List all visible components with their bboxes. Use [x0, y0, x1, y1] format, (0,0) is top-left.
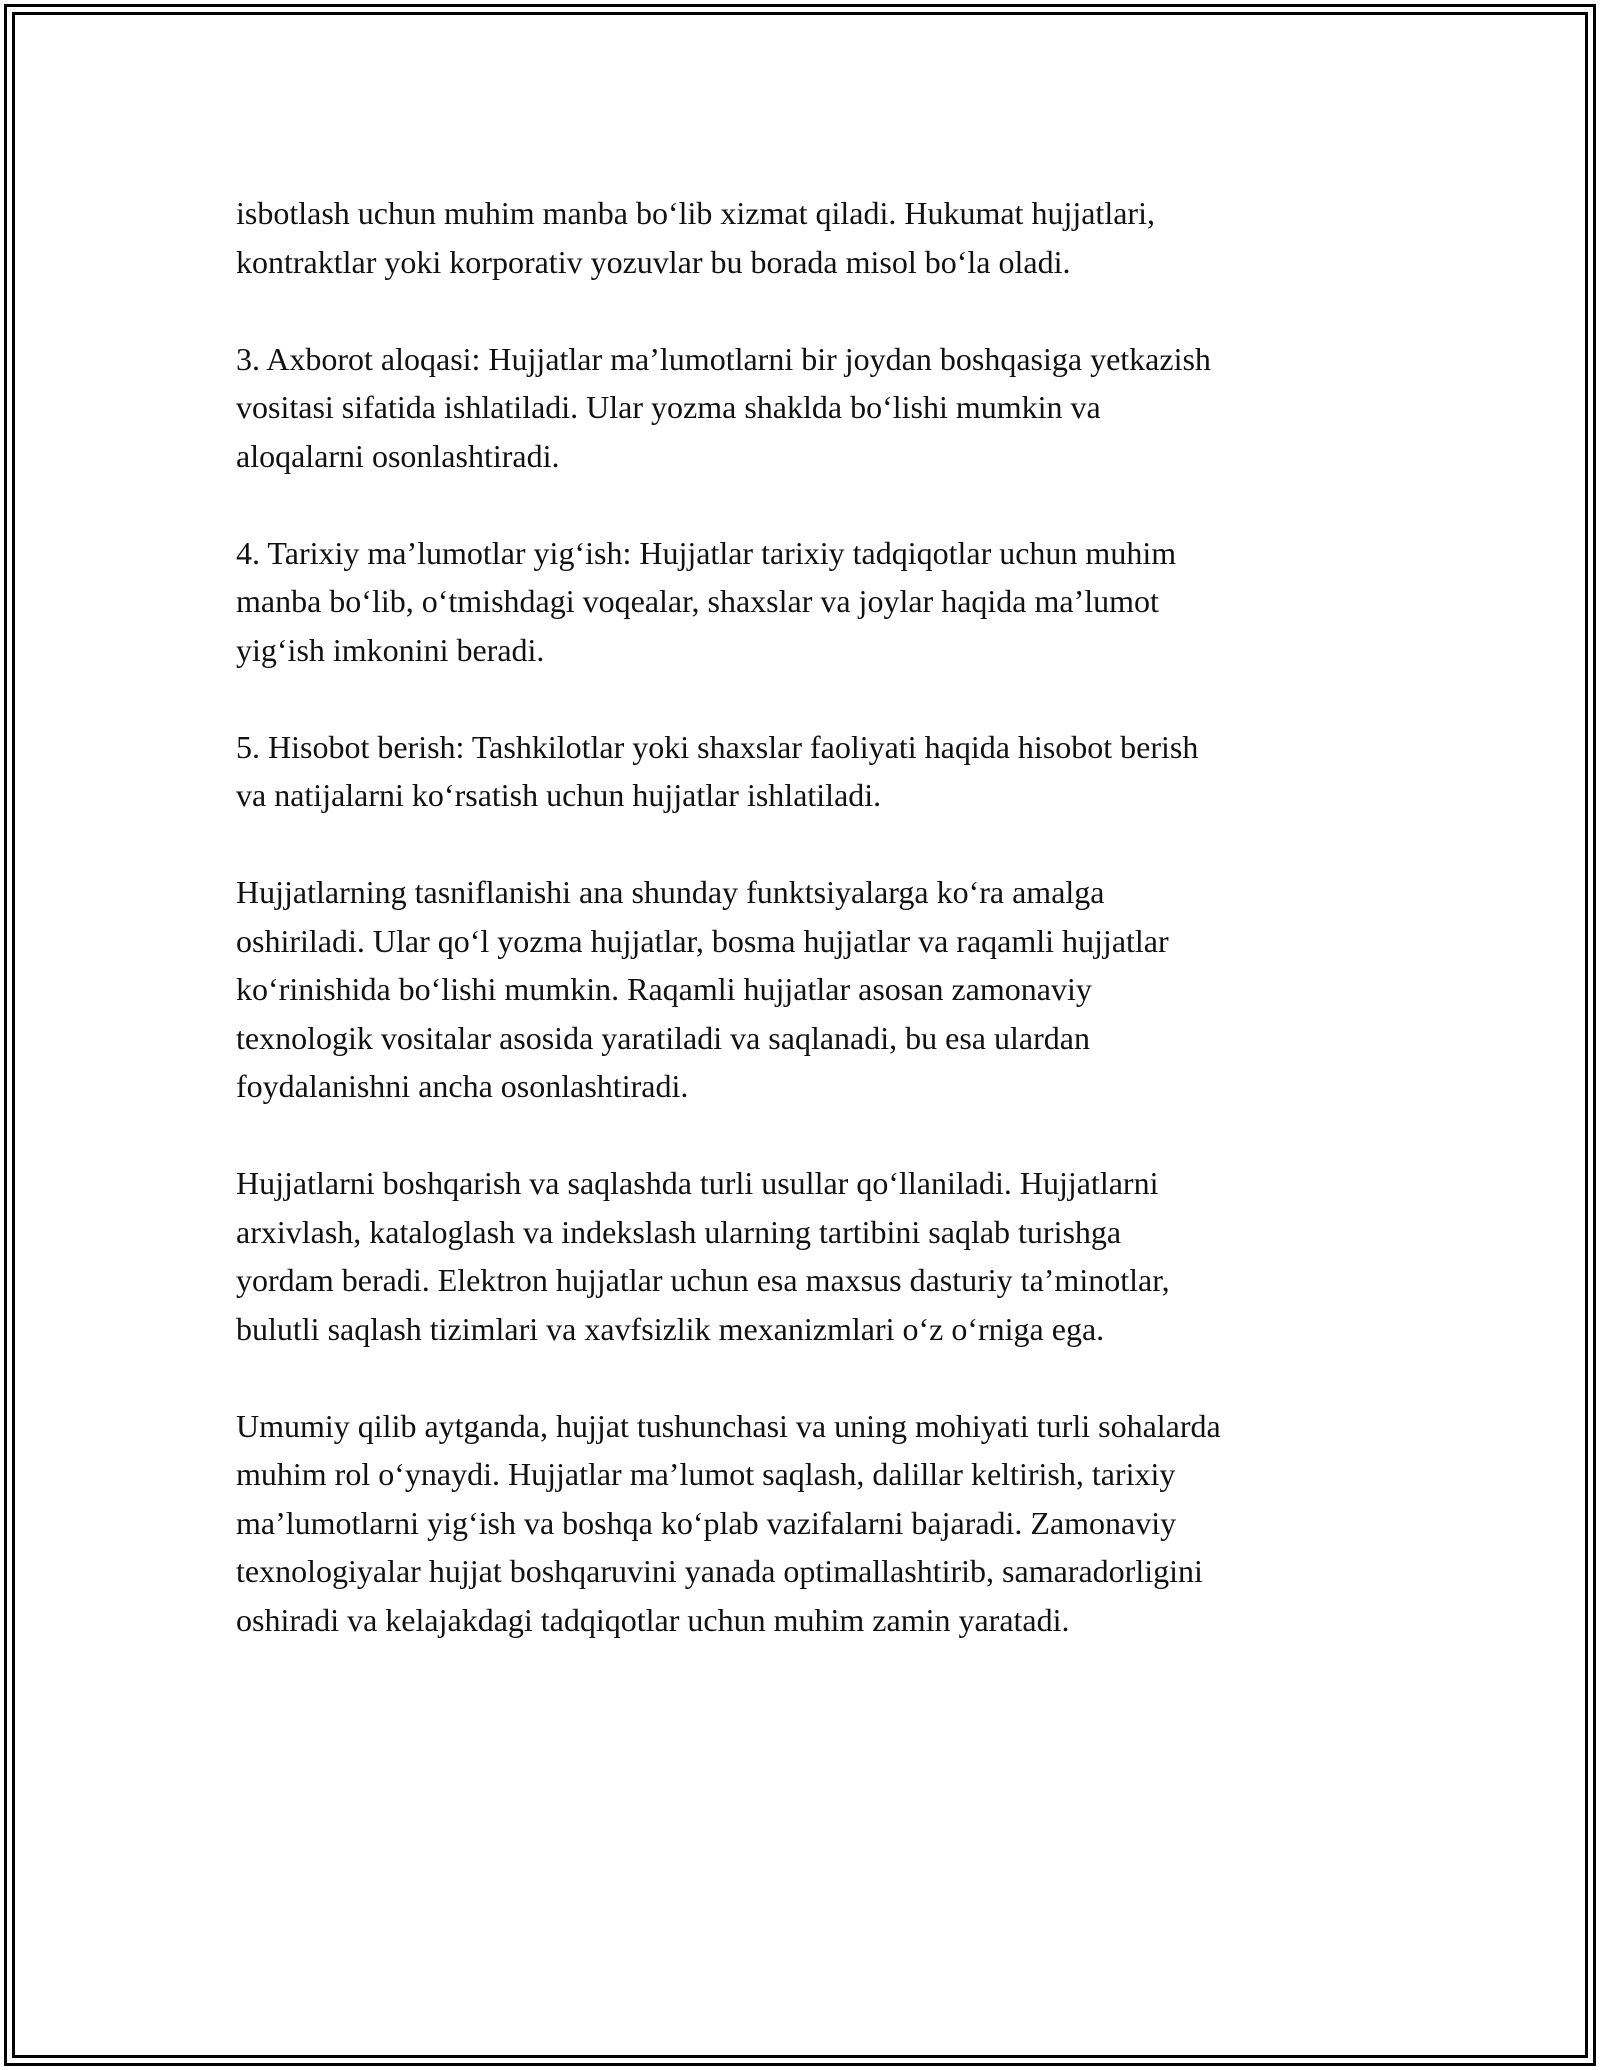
- text-line: arxivlash, kataloglash va indekslash ularning tartibini saqlab turishga: [236, 1213, 1122, 1250]
- paragraph: [236, 529, 1386, 675]
- text-line: texnologik vositalar asosida yaratiladi va saqlanadi, bu esa ulardan: [236, 1019, 1090, 1056]
- text-line: va natijalarni ko‘rsatish uchun hujjatlar ishlatiladi.: [236, 777, 882, 813]
- text-line: kontraktlar yoki korporativ yozuvlar bu borada misol bo‘la oladi.: [236, 243, 1071, 280]
- text-line: ma’lumotlarni yig‘ish va boshqa ko‘plab vazifalarni bajaradi. Zamonaviy: [236, 1504, 1177, 1541]
- text-line: 3. Axborot aloqasi: Hujjatlar ma’lumotlarni bir joydan boshqasiga yetkazish: [236, 340, 1211, 377]
- text-line: isbotlash uchun muhim manba bo‘lib xizmat qiladi. Hukumat hujjatlari,: [236, 195, 1155, 231]
- paragraph: [236, 1402, 1386, 1645]
- text-line: 4. Tarixiy ma’lumotlar yig‘ish: Hujjatlar tarixiy tadqiqotlar uchun muhim: [236, 534, 1177, 571]
- paragraph: [236, 723, 1386, 820]
- text-line: ko‘rinishida bo‘lishi mumkin. Raqamli hujjatlar asosan zamonaviy: [236, 971, 1092, 1007]
- text-line: manba bo‘lib, o‘tmishdagi voqealar, shaxslar va joylar haqida ma’lumot: [236, 583, 1159, 619]
- text-line: muhim rol o‘ynaydi. Hujjatlar ma’lumot saqlash, dalillar keltirish, tarixiy: [236, 1456, 1176, 1492]
- text-line: yordam beradi. Elektron hujjatlar uchun esa maxsus dasturiy ta’minotlar,: [236, 1262, 1170, 1298]
- document-body: [236, 189, 1386, 1693]
- text-line: 5. Hisobot berish: Tashkilotlar yoki shaxslar faoliyati haqida hisobot berish: [236, 728, 1199, 765]
- text-line: foydalanishni ancha osonlashtiradi.: [236, 1068, 689, 1104]
- paragraph: [236, 1159, 1386, 1353]
- paragraph: [236, 335, 1386, 481]
- paragraph: [236, 189, 1386, 286]
- text-line: oshiriladi. Ular qo‘l yozma hujjatlar, bosma hujjatlar va raqamli hujjatlar: [236, 922, 1169, 959]
- text-line: yig‘ish imkonini beradi.: [236, 631, 545, 668]
- text-line: aloqalarni osonlashtiradi.: [236, 437, 560, 474]
- text-line: Umumiy qilib aytganda, hujjat tushunchasi va uning mohiyati turli sohalarda: [236, 1407, 1221, 1444]
- text-line: vositasi sifatida ishlatiladi. Ular yozma shaklda bo‘lishi mumkin va: [236, 389, 1101, 425]
- text-line: bulutli saqlash tizimlari va xavfsizlik mexanizmlari o‘z o‘rniga ega.: [236, 1310, 1105, 1347]
- text-line: oshiradi va kelajakdagi tadqiqotlar uchun muhim zamin yaratadi.: [236, 1601, 1070, 1638]
- text-line: texnologiyalar hujjat boshqaruvini yanada optimallashtirib, samaradorligini: [236, 1553, 1203, 1589]
- text-line: Hujjatlarning tasniflanishi ana shunday funktsiyalarga ko‘ra amalga: [236, 874, 1105, 910]
- paragraph: [236, 868, 1386, 1111]
- text-line: Hujjatlarni boshqarish va saqlashda turli usullar qo‘llaniladi. Hujjatlarni: [236, 1165, 1159, 1201]
